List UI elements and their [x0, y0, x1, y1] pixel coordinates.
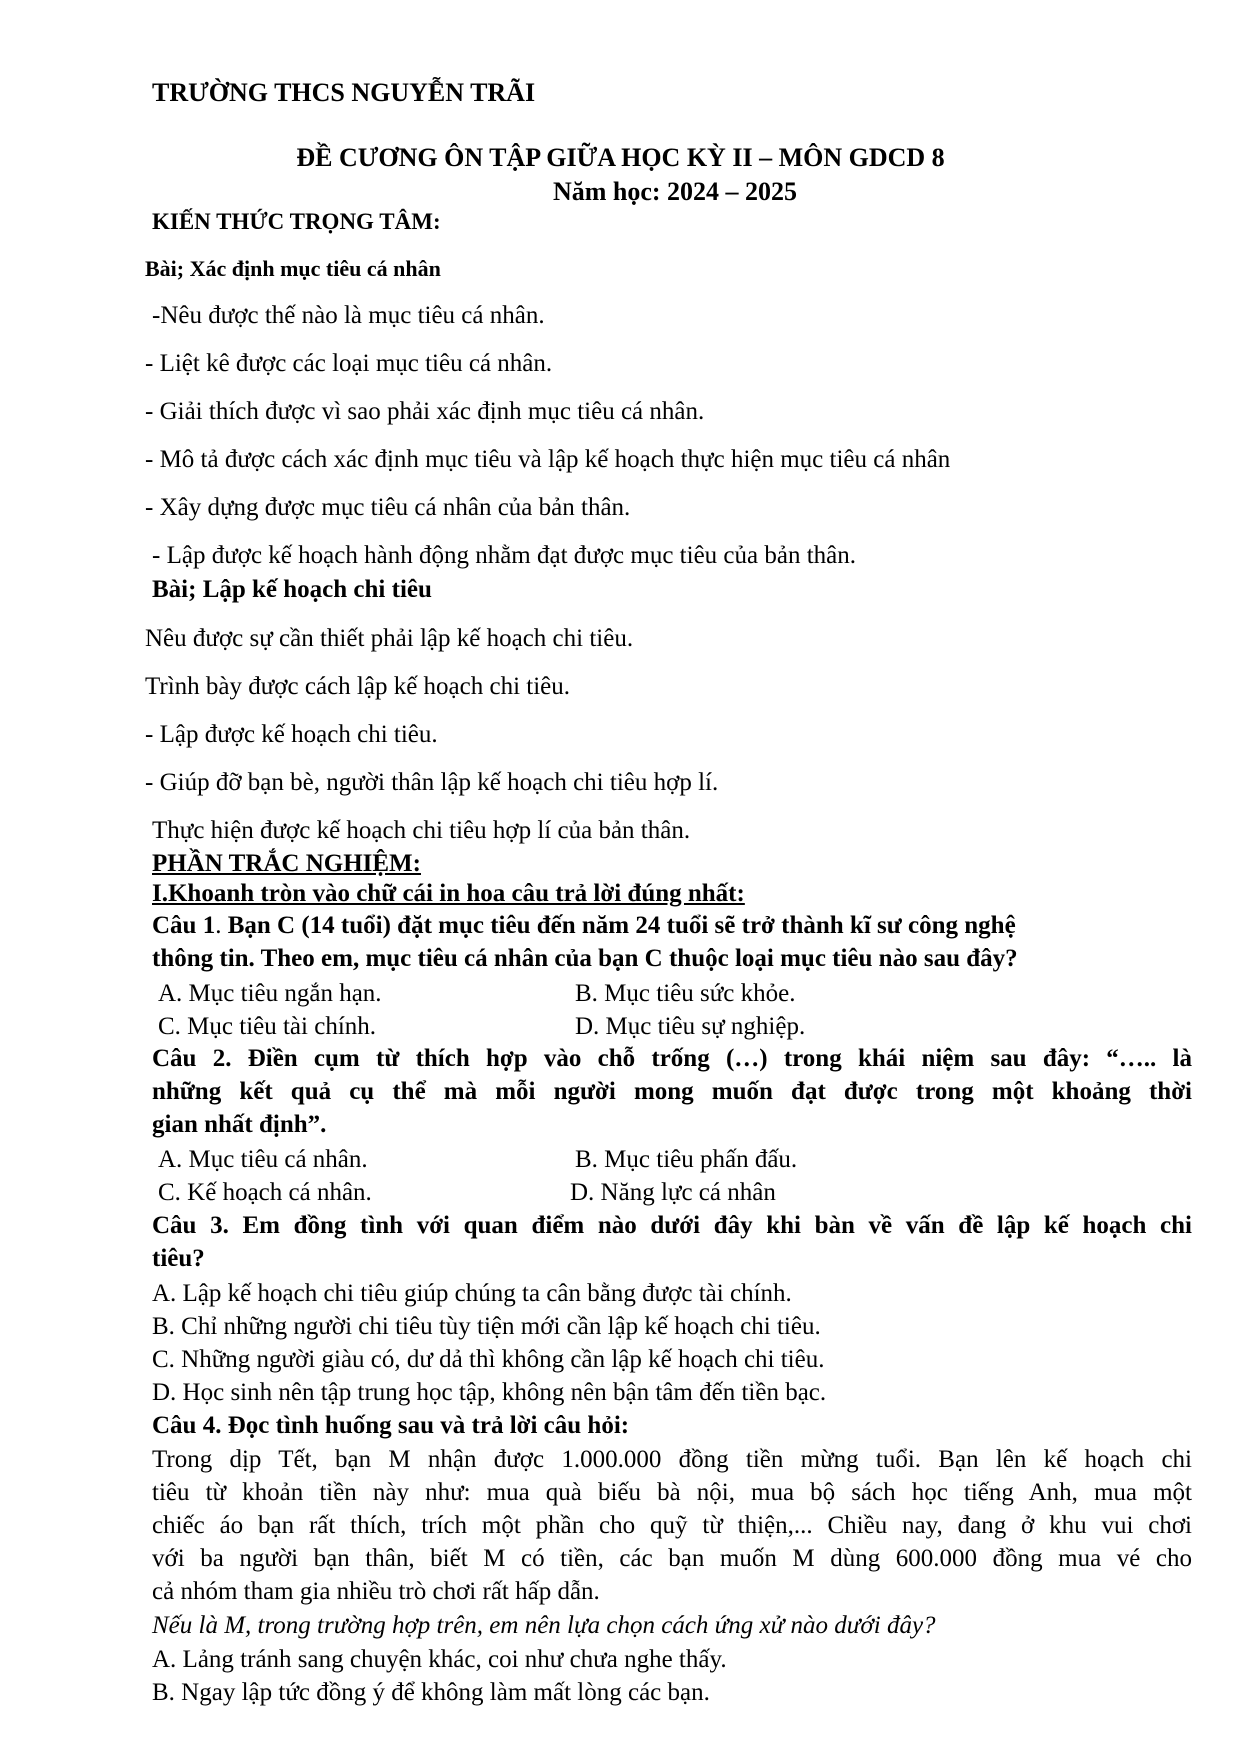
q1-option-d[interactable]: D. Mục tiêu sự nghiệp. — [575, 1013, 806, 1040]
q1-option-b[interactable]: B. Mục tiêu sức khỏe. — [575, 980, 796, 1007]
q3-option-a[interactable]: A. Lập kế hoạch chi tiêu giúp chúng ta cân bằng được tài chính. — [152, 1280, 792, 1307]
lesson1-title: Bài; Xác định mục tiêu cá nhân — [145, 256, 441, 281]
quiz-heading: PHẦN TRẮC NGHIỆM: — [152, 850, 421, 877]
quiz-instruction: I.Khoanh tròn vào chữ cái in hoa câu trả lời đúng nhất: — [152, 880, 745, 907]
q4-story-line: Trong dịp Tết, bạn M nhận được 1.000.000 đồng tiền mừng tuổi. Bạn lên kế hoạch chi — [152, 1446, 1192, 1473]
question-1-text: Bạn C (14 tuổi) đặt mục tiêu đến năm 24 tuổi sẽ trở thành kĩ sư công nghệ — [221, 912, 1016, 939]
lesson2-item: - Giúp đỡ bạn bè, người thân lập kế hoạch chi tiêu hợp lí. — [145, 769, 719, 796]
school-name: TRƯỜNG THCS NGUYỄN TRÃI — [152, 78, 536, 107]
question-3-line1: Câu 3. Em đồng tình với quan điểm nào dưới đây khi bàn về vấn đề lập kế hoạch chi — [152, 1212, 1192, 1239]
lesson2-item: Thực hiện được kế hoạch chi tiêu hợp lí của bản thân. — [152, 817, 691, 844]
lesson1-item: - Xây dựng được mục tiêu cá nhân của bản thân. — [145, 494, 631, 521]
q2-option-d[interactable]: D. Năng lực cá nhân — [570, 1179, 776, 1206]
lesson1-item: - Lập được kế hoạch hành động nhằm đạt được mục tiêu của bản thân. — [152, 542, 857, 569]
lesson1-item: -Nêu được thế nào là mục tiêu cá nhân. — [152, 302, 545, 329]
q2-option-c[interactable]: C. Kế hoạch cá nhân. — [158, 1179, 372, 1206]
q4-story-line: tiêu từ khoản tiền này như: mua quà biếu bà nội, mua bộ sách học tiếng Anh, mua một — [152, 1479, 1192, 1506]
question-4-line1: Câu 4. Đọc tình huống sau và trả lời câu hỏi: — [152, 1412, 630, 1439]
q4-option-b[interactable]: B. Ngay lập tức đồng ý để không làm mất lòng các bạn. — [152, 1679, 710, 1706]
document-title: ĐỀ CƯƠNG ÔN TẬP GIỮA HỌC KỲ II – MÔN GDCD 8 — [296, 143, 945, 172]
question-2-line2: những kết quả cụ thể mà mỗi người mong muốn đạt được trong một khoảng thời — [152, 1078, 1192, 1105]
knowledge-heading: KIẾN THỨC TRỌNG TÂM: — [152, 209, 441, 234]
q1-option-a[interactable]: A. Mục tiêu ngắn hạn. — [158, 980, 382, 1007]
q1-option-c[interactable]: C. Mục tiêu tài chính. — [158, 1013, 377, 1040]
question-2-line1: Câu 2. Điền cụm từ thích hợp vào chỗ trống (…) trong khái niệm sau đây: “….. là — [152, 1045, 1192, 1072]
q4-story-line: chiếc áo bạn rất thích, trích một phần cho quỹ từ thiện,... Chiều nay, đang ở khu vui chơi — [152, 1512, 1192, 1539]
q2-option-a[interactable]: A. Mục tiêu cá nhân. — [158, 1146, 368, 1173]
q3-option-b[interactable]: B. Chỉ những người chi tiêu tùy tiện mới cần lập kế hoạch chi tiêu. — [152, 1313, 821, 1340]
lesson2-item: Nêu được sự cần thiết phải lập kế hoạch chi tiêu. — [145, 625, 634, 652]
question-3-line2: tiêu? — [152, 1245, 205, 1272]
school-year: Năm học: 2024 – 2025 — [552, 177, 798, 206]
question-1-label: Câu 1 — [152, 912, 216, 939]
lesson2-title: Bài; Lập kế hoạch chi tiêu — [152, 576, 432, 603]
q3-option-d[interactable]: D. Học sinh nên tập trung học tập, không nên bận tâm đến tiền bạc. — [152, 1379, 827, 1406]
q4-option-a[interactable]: A. Lảng tránh sang chuyện khác, coi như chưa nghe thấy. — [152, 1646, 727, 1673]
question-1-line2: thông tin. Theo em, mục tiêu cá nhân của bạn C thuộc loại mục tiêu nào sau đây? — [152, 945, 1018, 972]
q4-prompt: Nếu là M, trong trường hợp trên, em nên lựa chọn cách ứng xử nào dưới đây? — [152, 1612, 936, 1639]
lesson2-item: Trình bày được cách lập kế hoạch chi tiêu. — [145, 673, 571, 700]
question-1-line1: Câu 1. Bạn C (14 tuổi) đặt mục tiêu đến năm 24 tuổi sẽ trở thành kĩ sư công nghệ — [152, 912, 1016, 939]
q2-option-b[interactable]: B. Mục tiêu phấn đấu. — [575, 1146, 798, 1173]
lesson1-item: - Giải thích được vì sao phải xác định mục tiêu cá nhân. — [145, 398, 705, 425]
q4-story-line: với ba người bạn thân, biết M có tiền, các bạn muốn M dùng 600.000 đồng mua vé cho — [152, 1545, 1192, 1572]
lesson1-item: - Liệt kê được các loại mục tiêu cá nhân. — [145, 350, 553, 377]
q4-story-line: cả nhóm tham gia nhiều trò chơi rất hấp dẫn. — [152, 1578, 600, 1605]
q3-option-c[interactable]: C. Những người giàu có, dư dả thì không cần lập kế hoạch chi tiêu. — [152, 1346, 825, 1373]
lesson2-item: - Lập được kế hoạch chi tiêu. — [145, 721, 438, 748]
question-2-line3: gian nhất định”. — [152, 1111, 327, 1138]
lesson1-item: - Mô tả được cách xác định mục tiêu và lập kế hoạch thực hiện mục tiêu cá nhân — [145, 446, 951, 473]
